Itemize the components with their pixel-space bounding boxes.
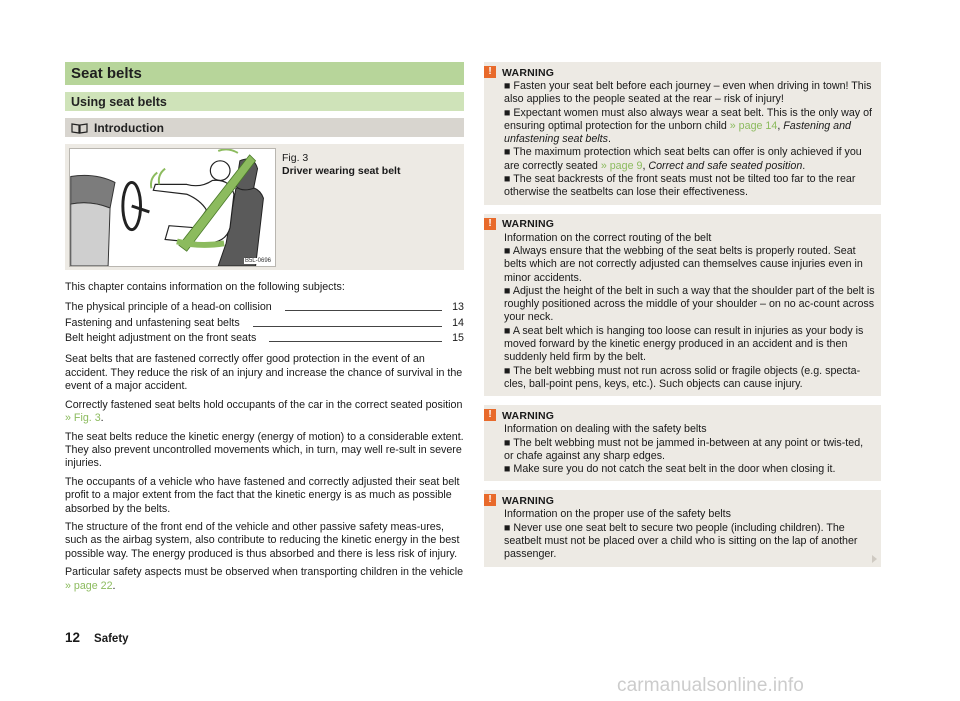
warning-icon: !: [484, 218, 496, 230]
warning-item: ■ Make sure you do not catch the seat belt in the door when closing it.: [504, 463, 836, 476]
warning-body: [504, 232, 875, 392]
warning-item: ■ Adjust the height of the belt in such a way that the shoulder part of the belt is roughly positioned across the middle of your shoulder – on no ac-count across your neck.: [504, 284, 875, 324]
warning-body: [504, 423, 875, 476]
figure-title: Driver wearing seat belt: [282, 165, 401, 177]
right-column: [484, 62, 881, 576]
warning-box: [484, 62, 881, 205]
warning-title: WARNING: [502, 494, 555, 507]
subject-list: [65, 298, 464, 345]
body-paragraph: Seat belts that are fastened correctly offer good protection in the event of an accident. They reduce the risk of an injury and increase the chance of survival in the event of a major accident.: [65, 353, 463, 393]
driver-seat-belt-illustration: [70, 149, 275, 266]
page-link[interactable]: » page 9: [600, 159, 643, 172]
warning-item: ■ The seat backrests of the front seats must not be tilted too far to the rear otherwise the seatbelts can lose their effectiveness.: [504, 173, 856, 199]
warning-icon: !: [484, 409, 496, 421]
toc-label: Belt height adjustment on the front seats: [65, 332, 257, 345]
warning-box: [484, 214, 881, 397]
warning-item: ■ A seat belt which is hanging too loose can result in injuries as your body is moved forward by the kinetic energy produced in an accident and is then suddenly held firm by the belt.: [504, 324, 864, 364]
toc-row[interactable]: [65, 330, 464, 346]
warning-header: [484, 409, 875, 421]
warning-intro: Information on the correct routing of the belt: [504, 231, 712, 244]
figure-caption: [282, 152, 400, 178]
warning-header: [484, 494, 875, 506]
toc-label: The physical principle of a head-on collision: [65, 301, 272, 314]
warning-intro: Information on the proper use of the safety belts: [504, 508, 731, 521]
warning-icon: !: [484, 66, 496, 78]
body-paragraph: [65, 566, 464, 593]
warning-body: [504, 80, 875, 200]
warning-item: ■ Never use one seat belt to secure two people (including children). The seatbelt must not be placed over a child who is sitting on the lap of another passenger.: [504, 521, 858, 561]
figure-code: B5L-0696: [244, 258, 271, 264]
toc-leader: [269, 341, 442, 342]
cross-reference-title: Fastening and unfastening seat belts: [504, 119, 852, 146]
page-footer: [65, 630, 129, 645]
warning-box: [484, 405, 881, 481]
page-link[interactable]: » page 22: [65, 579, 113, 592]
book-icon: [71, 122, 88, 134]
body-paragraph: The structure of the front end of the vehicle and other passive safety meas-ures, such as the airbag system, also contribute to reducing the kinetic energy in the best possible way. The energy produced is thus absorbed and there is less risk of injury.: [65, 520, 460, 560]
warning-title: WARNING: [502, 409, 555, 422]
footer-section: Safety: [94, 633, 129, 645]
subsection-heading: [65, 118, 464, 137]
warning-item: ■ The belt webbing must not run across solid or fragile objects (e.g. specta-cles, ball-point pens, keys, etc.). Such objects can cause injury.: [504, 364, 861, 390]
warning-header: [484, 66, 875, 78]
warning-item: [504, 146, 875, 173]
figure-box: [65, 144, 464, 270]
page-number: 12: [65, 630, 81, 645]
toc-row[interactable]: [65, 298, 464, 314]
figure-link[interactable]: » Fig. 3: [65, 412, 101, 425]
warning-icon: !: [484, 494, 496, 506]
paragraph-text: .: [100, 412, 104, 425]
body-paragraph: The occupants of a vehicle who have fastened and correctly adjusted their seat belt profit to a major extent from the fact that the kinetic energy is as much as possible absorbed by the belts.: [65, 475, 460, 515]
toc-leader: [253, 326, 442, 327]
warning-item: [504, 107, 875, 147]
paragraph-text: Correctly fastened seat belts hold occupants of the car in the correct seated position: [65, 398, 463, 411]
figure-label: Fig. 3: [282, 152, 309, 164]
intro-text: This chapter contains information on the following subjects:: [65, 281, 345, 293]
warning-title: WARNING: [502, 218, 555, 231]
page-link[interactable]: » page 14: [729, 119, 778, 132]
paragraph-text: Particular safety aspects must be observed when transporting children in the vehicle: [65, 566, 464, 579]
warning-intro: Information on dealing with the safety belts: [504, 423, 707, 436]
warning-text: .: [802, 159, 806, 172]
warning-text: ,: [642, 159, 649, 172]
watermark: carmanualsonline.info: [617, 675, 804, 696]
toc-label: Fastening and unfastening seat belts: [65, 316, 240, 329]
warning-item: ■ Always ensure that the webbing of the seat belts is properly routed. Seat belts which are not correctly adjusted can themselves cause injuries even in minor accidents.: [504, 244, 863, 284]
section-heading: Using seat belts: [65, 92, 464, 111]
warning-text: ,: [777, 119, 784, 132]
subsection-heading-label: Introduction: [94, 120, 164, 135]
paragraph-text: .: [112, 579, 116, 592]
warning-text: ■ Expectant women must also always wear a seat belt. This is the only way of ensuring optimal protection for the unborn child: [504, 106, 873, 132]
warning-item: ■ The belt webbing must not be jammed in-between at any point or twis-ted, or chafe against any sharp edges.: [504, 436, 864, 462]
chapter-heading: Seat belts: [65, 62, 464, 85]
continue-arrow-icon: [872, 555, 877, 563]
warning-item: ■ Fasten your seat belt before each journey – even when driving in town! This also applies to the people seated at the rear – risk of injury!: [504, 80, 872, 106]
toc-page: 13: [452, 301, 464, 314]
warning-text: .: [607, 133, 611, 146]
warning-box: [484, 490, 881, 566]
left-column: [65, 62, 464, 593]
toc-page: 14: [452, 316, 464, 329]
warning-text: ■ The maximum protection which seat belts can offer is only achieved if you are correctly seated: [504, 146, 862, 172]
toc-row[interactable]: [65, 314, 464, 330]
cross-reference-title: Correct and safe seated position: [648, 159, 803, 172]
warning-title: WARNING: [502, 66, 555, 79]
toc-page: 15: [452, 332, 464, 345]
body-paragraph: [65, 399, 464, 426]
body-paragraph: The seat belts reduce the kinetic energy (energy of motion) to a considerable extent. They also prevent uncontrolled movements which, in turn, may well re-sult in severe injuries.: [65, 430, 464, 470]
figure-image: [69, 148, 276, 267]
toc-leader: [285, 310, 442, 311]
warning-body: [504, 508, 875, 561]
warning-header: [484, 218, 875, 230]
